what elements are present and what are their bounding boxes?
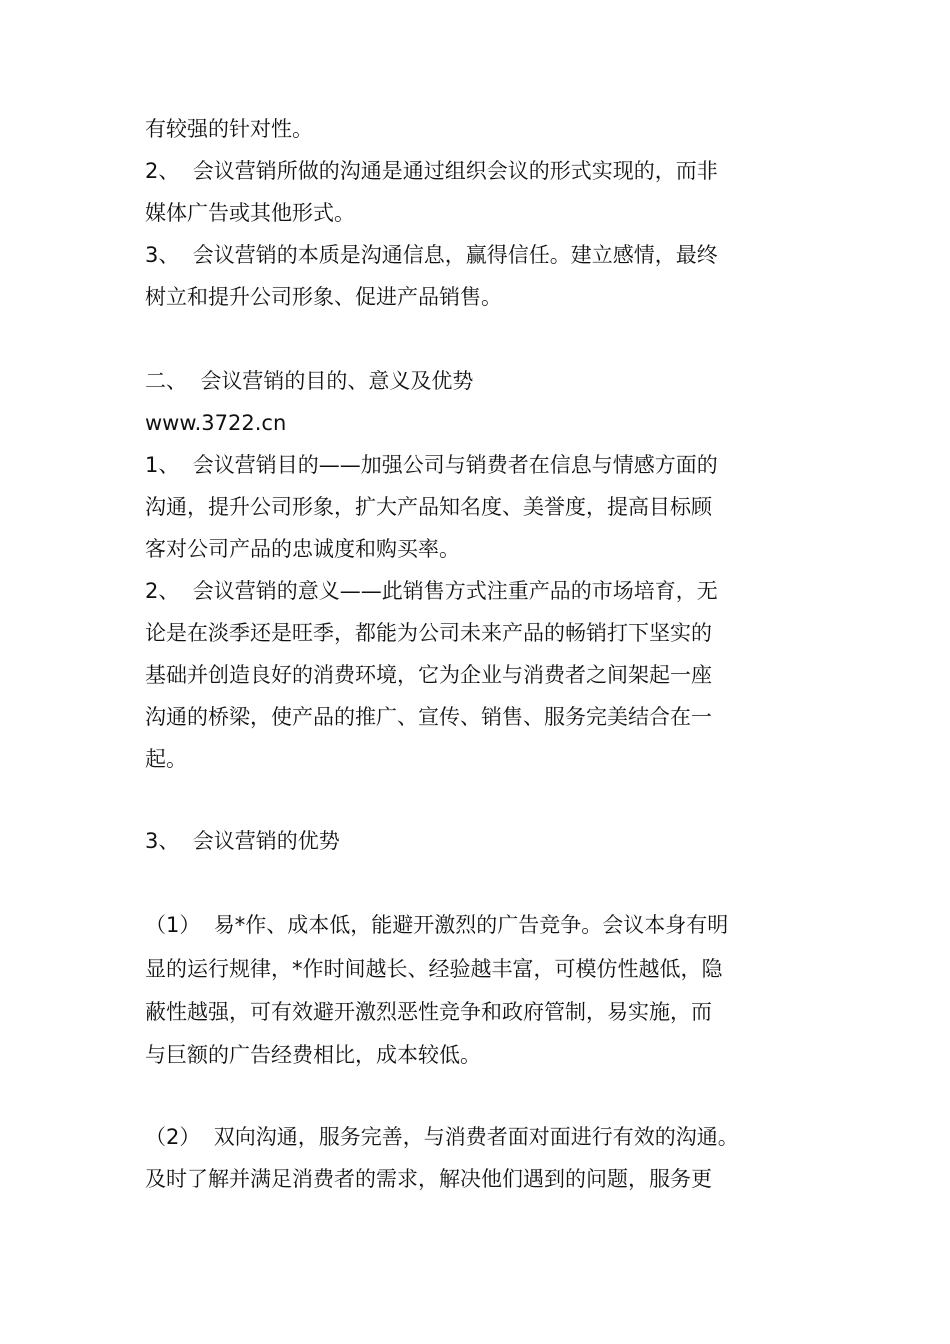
text-line: 1、 会议营销目的——加强公司与销费者在信息与情感方面的 xyxy=(145,453,718,477)
text-line: 有较强的针对性。 xyxy=(145,117,313,141)
text-line: 蔽性越强，可有效避开激烈恶性竞争和政府管制，易实施，而 xyxy=(145,1000,712,1024)
text-line: 基础并创造良好的消费环境，它为企业与消费者之间架起一座 xyxy=(145,663,712,687)
text-line: 媒体广告或其他形式。 xyxy=(145,201,355,225)
text-line: 起。 xyxy=(145,747,187,771)
text-line: 与巨额的广告经费相比，成本较低。 xyxy=(145,1043,481,1067)
section-heading: 二、 会议营销的目的、意义及优势 xyxy=(145,369,474,393)
text-line: 树立和提升公司形象、促进产品销售。 xyxy=(145,285,502,309)
text-line: （1） 易*作、成本低，能避开激烈的广告竞争。会议本身有明 xyxy=(145,913,729,937)
text-line: （2） 双向沟通，服务完善，与消费者面对面进行有效的沟通。 xyxy=(145,1125,739,1149)
subsection-heading: 3、 会议营销的优势 xyxy=(145,829,340,853)
text-line: 客对公司产品的忠诚度和购买率。 xyxy=(145,537,460,561)
text-line: 2、 会议营销的意义——此销售方式注重产品的市场培育，无 xyxy=(145,579,718,603)
text-line: 沟通的桥梁，使产品的推广、宣传、销售、服务完美结合在一 xyxy=(145,705,712,729)
text-line: 沟通，提升公司形象，扩大产品知名度、美誉度，提高目标顾 xyxy=(145,495,712,519)
text-line: 3、 会议营销的本质是沟通信息，赢得信任。建立感情，最终 xyxy=(145,243,718,267)
text-line: 2、 会议营销所做的沟通是通过组织会议的形式实现的，而非 xyxy=(145,159,718,183)
website-url: www.3722.cn xyxy=(145,411,287,435)
text-line: 论是在淡季还是旺季，都能为公司未来产品的畅销打下坚实的 xyxy=(145,621,712,645)
text-line: 显的运行规律，*作时间越长、经验越丰富，可模仿性越低，隐 xyxy=(145,957,723,981)
text-line: 及时了解并满足消费者的需求，解决他们遇到的问题，服务更 xyxy=(145,1167,712,1191)
